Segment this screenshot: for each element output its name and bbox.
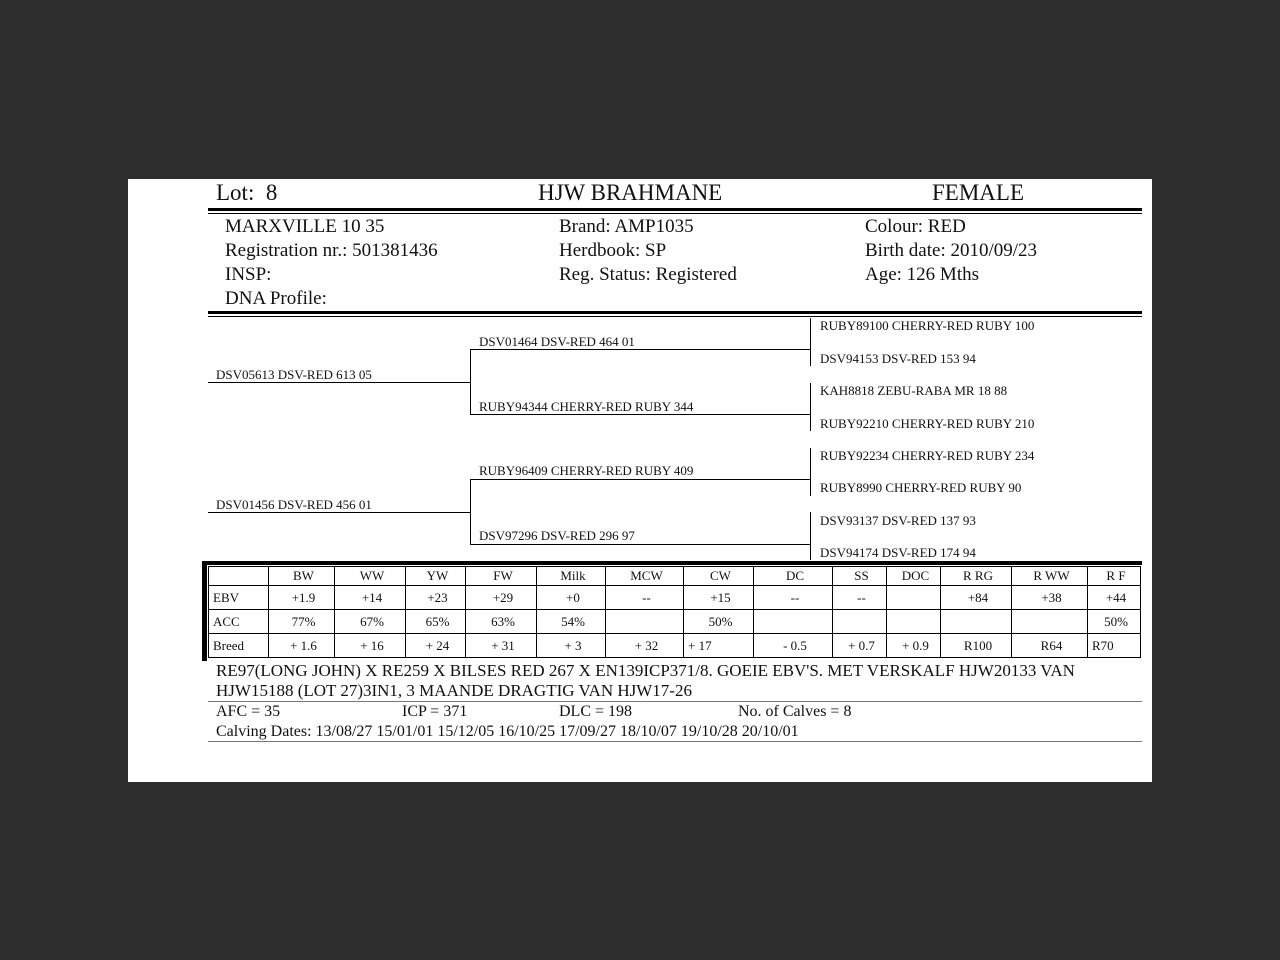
ebv-header-row	[209, 567, 1141, 586]
breeder-name: HJW BRAHMANE	[538, 180, 723, 205]
ebv-cell: EBV	[209, 586, 269, 610]
acc-cell: 54%	[537, 610, 606, 634]
dlc-value: DLC = 198	[559, 703, 633, 720]
pedigree-gg-2: DSV94153 DSV-RED 153 94	[820, 351, 976, 366]
breed-cell: R100	[941, 634, 1012, 658]
ebv-col-header: WW	[335, 567, 406, 586]
ebv-col-header: CW	[684, 567, 754, 586]
lot-label-text: Lot:	[216, 180, 255, 205]
ebv-cell: +44	[1088, 586, 1141, 610]
animal-sex: FEMALE	[932, 180, 1024, 205]
acc-cell: 63%	[466, 610, 537, 634]
acc-cell	[1012, 610, 1088, 634]
breed-cell: Breed	[209, 634, 269, 658]
pedigree-dam: DSV01456 DSV-RED 456 01	[216, 497, 372, 512]
breed-cell: R70	[1088, 634, 1141, 658]
breed-cell: + 24	[406, 634, 466, 658]
ebv-cell: --	[833, 586, 887, 610]
insp-field: INSP:	[225, 264, 272, 285]
header-rule	[208, 208, 1142, 211]
ebv-cell	[887, 586, 941, 610]
ebv-cell: +14	[335, 586, 406, 610]
acc-cell: 50%	[1088, 610, 1141, 634]
table-top-rule	[202, 561, 1142, 565]
pedigree-line	[208, 512, 470, 513]
pedigree-connector	[470, 480, 471, 545]
ebv-col-header: R WW	[1012, 567, 1088, 586]
remarks-line-2: HJW15188 (LOT 27)3IN1, 3 MAANDE DRAGTIG VAN HJW17-26	[216, 681, 692, 700]
breed-cell: + 1.6	[269, 634, 335, 658]
ebv-col-header: DC	[754, 567, 833, 586]
pedigree-sire-sire: DSV01464 DSV-RED 464 01	[479, 334, 635, 349]
birth-date-field: Birth date: 2010/09/23	[865, 240, 1038, 261]
remarks-rule	[208, 701, 1142, 702]
ebv-row	[209, 586, 1141, 610]
pedigree-line	[470, 479, 810, 480]
herdbook-field: Herdbook: SP	[559, 240, 667, 261]
ebv-col-header: BW	[269, 567, 335, 586]
ebv-col-header	[209, 567, 269, 586]
age-field: Age: 126 Mths	[865, 264, 979, 285]
ebv-cell: +0	[537, 586, 606, 610]
ebv-table	[208, 566, 1141, 658]
pedigree-dam-sire: RUBY96409 CHERRY-RED RUBY 409	[479, 463, 694, 478]
ebv-cell: --	[606, 586, 684, 610]
breed-cell: + 3	[537, 634, 606, 658]
acc-cell: 77%	[269, 610, 335, 634]
pedigree-dam-dam: DSV97296 DSV-RED 296 97	[479, 528, 635, 543]
ebv-cell: +1.9	[269, 586, 335, 610]
pedigree-gg-3: KAH8818 ZEBU-RABA MR 18 88	[820, 383, 1008, 398]
calves-count: No. of Calves = 8	[738, 703, 852, 720]
pedigree-sire: DSV05613 DSV-RED 613 05	[216, 367, 372, 382]
lot-label	[216, 179, 277, 207]
info-rule	[208, 311, 1142, 314]
acc-cell	[606, 610, 684, 634]
info-rule-thin	[208, 316, 1142, 317]
ebv-col-header: Milk	[537, 567, 606, 586]
acc-row	[209, 610, 1141, 634]
ebv-cell: +38	[1012, 586, 1088, 610]
ebv-cell: --	[754, 586, 833, 610]
pedigree-connector	[470, 350, 471, 415]
breed-cell: + 17	[684, 634, 754, 658]
ebv-col-header: FW	[466, 567, 537, 586]
ebv-col-header: R RG	[941, 567, 1012, 586]
breed-cell: + 31	[466, 634, 537, 658]
pedigree-line	[208, 382, 470, 383]
breed-cell: + 32	[606, 634, 684, 658]
acc-cell	[887, 610, 941, 634]
reg-status-field: Reg. Status: Registered	[559, 264, 737, 285]
ebv-cell: +15	[684, 586, 754, 610]
pedigree-gg-4: RUBY92210 CHERRY-RED RUBY 210	[820, 416, 1035, 431]
ebv-col-header: MCW	[606, 567, 684, 586]
acc-cell: 50%	[684, 610, 754, 634]
registration-number: Registration nr.: 501381436	[225, 240, 438, 261]
pedigree-sire-dam: RUBY94344 CHERRY-RED RUBY 344	[479, 399, 694, 414]
pedigree-gg-5: RUBY92234 CHERRY-RED RUBY 234	[820, 448, 1035, 463]
colour-field: Colour: RED	[865, 216, 966, 237]
pedigree-gg-7: DSV93137 DSV-RED 137 93	[820, 513, 976, 528]
calving-dates: Calving Dates: 13/08/27 15/01/01 15/12/05 16/10/25 17/09/27 18/10/07 19/10/28 20/10/01	[216, 723, 799, 740]
ebv-col-header: YW	[406, 567, 466, 586]
breed-row	[209, 634, 1141, 658]
pedigree-line	[470, 414, 810, 415]
acc-cell: 65%	[406, 610, 466, 634]
ebv-col-header: R F	[1088, 567, 1141, 586]
table-left-bar	[202, 561, 207, 661]
dna-profile-field: DNA Profile:	[225, 288, 327, 309]
pedigree-connector	[810, 448, 811, 496]
pedigree-gg-8: DSV94174 DSV-RED 174 94	[820, 545, 976, 560]
acc-cell: ACC	[209, 610, 269, 634]
breed-cell: R64	[1012, 634, 1088, 658]
animal-name: MARXVILLE 10 35	[225, 216, 385, 237]
pedigree-line	[470, 349, 810, 350]
stats-rule	[208, 741, 1142, 742]
pedigree-connector	[810, 512, 811, 560]
header-rule-thin	[208, 213, 1142, 214]
acc-cell	[754, 610, 833, 634]
remarks-line-1: RE97(LONG JOHN) X RE259 X BILSES RED 267 X EN139ICP371/8. GOEIE EBV'S. MET VERSKALF HJW20133 VAN	[216, 661, 1075, 680]
pedigree-gg-6: RUBY8990 CHERRY-RED RUBY 90	[820, 480, 1022, 495]
ebv-cell: +84	[941, 586, 1012, 610]
breed-cell: + 16	[335, 634, 406, 658]
afc-value: AFC = 35	[216, 703, 281, 720]
ebv-col-header: SS	[833, 567, 887, 586]
ebv-cell: +29	[466, 586, 537, 610]
acc-cell: 67%	[335, 610, 406, 634]
acc-cell	[941, 610, 1012, 634]
breed-cell: + 0.9	[887, 634, 941, 658]
acc-cell	[833, 610, 887, 634]
ebv-col-header: DOC	[887, 567, 941, 586]
pedigree-connector	[810, 318, 811, 366]
pedigree-line	[470, 544, 810, 545]
brand-field: Brand: AMP1035	[559, 216, 694, 237]
breed-cell: - 0.5	[754, 634, 833, 658]
ebv-cell: +23	[406, 586, 466, 610]
lot-number: 8	[265, 180, 278, 205]
pedigree-gg-1: RUBY89100 CHERRY-RED RUBY 100	[820, 318, 1035, 333]
lot-card	[128, 179, 1152, 782]
pedigree-connector	[810, 383, 811, 431]
icp-value: ICP = 371	[402, 703, 468, 720]
breed-cell: + 0.7	[833, 634, 887, 658]
